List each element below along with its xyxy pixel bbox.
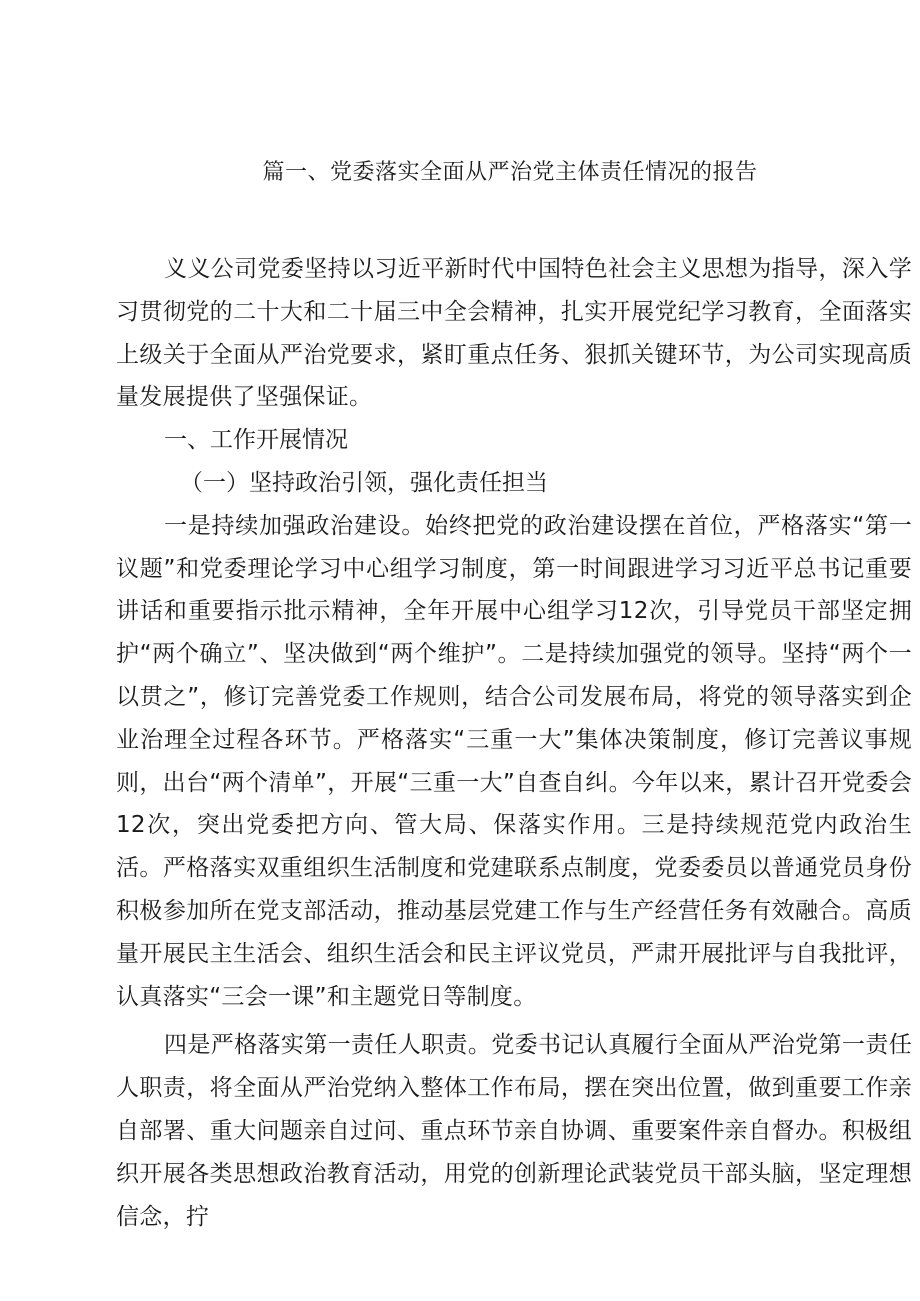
document-body — [116, 248, 912, 1238]
body-paragraph-political-construction: 一是持续加强政治建设。始终把党的政治建设摆在首位，严格落实“第一议题”和党委理论学习中心组学习制度，第一时间跟进学习习近平总书记重要讲话和重要指示批示精神，全年开展中心组学习12次，引导党员干部坚定拥护“两个确立”、坚决做到“两个维护”。二是持续加强党的领导。坚持“两个一以贯之”，修订完善党委工作规则，结合公司发展布局，将党的领导落实到企业治理全过程各环节。严格落实“三重一大”集体决策制度，修订完善议事规则，出台“两个清单”，开展“三重一大”自查自纠。今年以来，累计召开党委会12次，突出党委把方向、管大局、保落实作用。三是持续规范党内政治生活。严格落实双重组织生活制度和党建联系点制度，党委委员以普通党员身份积极参加所在党支部活动，推动基层党建工作与生产经营任务有效融合。高质量开展民主生活会、组织生活会和民主评议党员，严肃开展批评与自我批评，认真落实“三会一课”和主题党日等制度。 — [116, 512, 912, 1010]
subsection-heading-political-leadership: （一）坚持政治引领，强化责任担当 — [180, 469, 548, 496]
document-title: 篇一、党委落实全面从严治党主体责任情况的报告 — [262, 160, 758, 185]
body-paragraph-first-responsibility: 四是严格落实第一责任人职责。党委书记认真履行全面从严治党第一责任人职责，将全面从严治党纳入整体工作布局，摆在突出位置，做到重要工作亲自部署、重大问题亲自过问、重点环节亲自协调、重要案件亲自督办。积极组织开展各类思想政治教育活动，用党的创新理论武装党员干部头脑，坚定理想信念，拧 — [116, 1032, 912, 1230]
section-heading-work-progress: 一、工作开展情况 — [164, 427, 348, 454]
intro-paragraph: 义义公司党委坚持以习近平新时代中国特色社会主义思想为指导，深入学习贯彻党的二十大和二十届三中全会精神，扎实开展党纪学习教育，全面落实上级关于全面从严治党要求，紧盯重点任务、狠抓关键环节，为公司实现高质量发展提供了坚强保证。 — [116, 256, 912, 411]
